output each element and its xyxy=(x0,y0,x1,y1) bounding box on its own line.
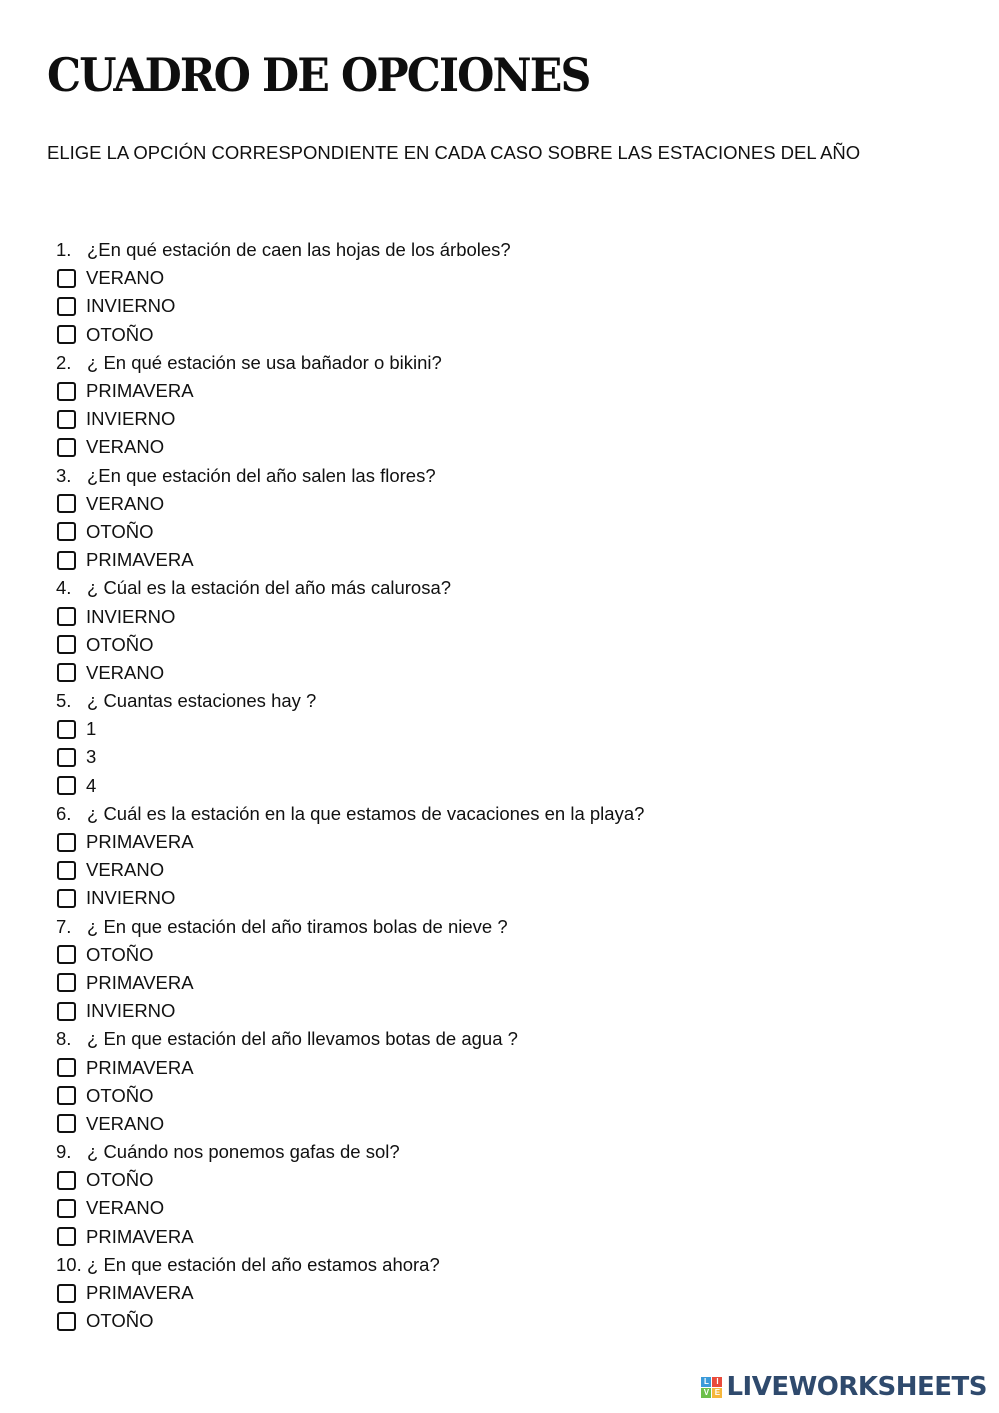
liveworksheets-logo-icon xyxy=(701,1377,722,1398)
option-checkbox[interactable] xyxy=(57,607,76,626)
option-label[interactable]: INVIERNO xyxy=(86,408,176,430)
option-label[interactable]: INVIERNO xyxy=(86,605,176,627)
answer-option[interactable] xyxy=(56,884,956,912)
answer-option[interactable] xyxy=(56,1082,956,1110)
answer-option[interactable] xyxy=(56,292,956,320)
brand-logo xyxy=(701,1372,987,1402)
question-number: 2. xyxy=(56,351,72,373)
option-label[interactable]: OTOÑO xyxy=(86,1169,154,1191)
option-checkbox[interactable] xyxy=(57,494,76,513)
option-label[interactable]: 4 xyxy=(86,774,97,796)
question-text: ¿ En que estación del año tiramos bolas de nieve ? xyxy=(87,915,508,937)
option-label[interactable]: PRIMAVERA xyxy=(86,1056,194,1078)
option-checkbox[interactable] xyxy=(57,945,76,964)
question-text: ¿En qué estación de caen las hojas de los árboles? xyxy=(87,239,511,261)
answer-option[interactable] xyxy=(56,828,956,856)
answer-option[interactable] xyxy=(56,377,956,405)
option-checkbox[interactable] xyxy=(57,748,76,767)
question-text: ¿ En que estación del año llevamos botas de agua ? xyxy=(87,1028,518,1050)
answer-option[interactable] xyxy=(56,490,956,518)
answer-option[interactable] xyxy=(56,1110,956,1138)
option-checkbox[interactable] xyxy=(57,776,76,795)
answer-option[interactable] xyxy=(56,997,956,1025)
option-checkbox[interactable] xyxy=(57,382,76,401)
logo-tile: V xyxy=(701,1388,711,1398)
option-checkbox[interactable] xyxy=(57,1199,76,1218)
answer-option[interactable] xyxy=(56,1166,956,1194)
answer-option[interactable] xyxy=(56,1223,956,1251)
option-label[interactable]: VERANO xyxy=(86,1112,165,1134)
answer-option[interactable] xyxy=(56,1194,956,1222)
answer-option[interactable] xyxy=(56,321,956,349)
option-label[interactable]: VERANO xyxy=(86,436,165,458)
question-text: ¿ Cuantas estaciones hay ? xyxy=(87,690,317,712)
logo-tile: E xyxy=(712,1388,722,1398)
answer-option[interactable] xyxy=(56,969,956,997)
option-checkbox[interactable] xyxy=(57,1227,76,1246)
option-checkbox[interactable] xyxy=(57,1171,76,1190)
option-checkbox[interactable] xyxy=(57,1002,76,1021)
question-1 xyxy=(56,236,956,264)
answer-option[interactable] xyxy=(56,743,956,771)
question-number: 9. xyxy=(56,1141,72,1163)
option-label[interactable]: OTOÑO xyxy=(86,323,154,345)
option-checkbox[interactable] xyxy=(57,269,76,288)
answer-option[interactable] xyxy=(56,1307,956,1335)
option-checkbox[interactable] xyxy=(57,325,76,344)
option-checkbox[interactable] xyxy=(57,1058,76,1077)
answer-option[interactable] xyxy=(56,1279,956,1307)
question-text: ¿ En que estación del año estamos ahora? xyxy=(87,1253,440,1275)
option-checkbox[interactable] xyxy=(57,861,76,880)
option-checkbox[interactable] xyxy=(57,438,76,457)
option-label[interactable]: OTOÑO xyxy=(86,520,154,542)
option-label[interactable]: VERANO xyxy=(86,1197,165,1219)
question-number: 7. xyxy=(56,915,72,937)
question-10 xyxy=(56,1251,956,1279)
option-label[interactable]: INVIERNO xyxy=(86,295,176,317)
option-checkbox[interactable] xyxy=(57,1284,76,1303)
option-label[interactable]: 1 xyxy=(86,718,97,740)
question-number: 8. xyxy=(56,1028,72,1050)
option-label[interactable]: INVIERNO xyxy=(86,887,176,909)
option-label[interactable]: VERANO xyxy=(86,859,165,881)
question-9 xyxy=(56,1138,956,1166)
option-checkbox[interactable] xyxy=(57,522,76,541)
answer-option[interactable] xyxy=(56,264,956,292)
option-label[interactable]: OTOÑO xyxy=(86,1084,154,1106)
question-text: ¿ Cúal es la estación del año más calurosa? xyxy=(87,577,452,599)
question-text: ¿En que estación del año salen las flores? xyxy=(87,464,436,486)
question-text: ¿ Cuál es la estación en la que estamos de vacaciones en la playa? xyxy=(87,802,645,824)
question-number: 1. xyxy=(56,239,72,261)
question-5 xyxy=(56,687,956,715)
question-text: ¿ Cuándo nos ponemos gafas de sol? xyxy=(87,1141,400,1163)
question-4 xyxy=(56,574,956,602)
question-number: 10. xyxy=(56,1253,82,1275)
option-label[interactable]: PRIMAVERA xyxy=(86,971,194,993)
question-number: 6. xyxy=(56,802,72,824)
option-label[interactable]: OTOÑO xyxy=(86,633,154,655)
question-list xyxy=(56,236,956,1335)
option-checkbox[interactable] xyxy=(57,1086,76,1105)
option-label[interactable]: VERANO xyxy=(86,492,165,514)
option-label[interactable]: PRIMAVERA xyxy=(86,1282,194,1304)
logo-tile: L xyxy=(701,1377,711,1387)
question-7 xyxy=(56,913,956,941)
question-number: 3. xyxy=(56,464,72,486)
answer-option[interactable] xyxy=(56,518,956,546)
option-label[interactable]: PRIMAVERA xyxy=(86,549,194,571)
option-checkbox[interactable] xyxy=(57,833,76,852)
question-6 xyxy=(56,800,956,828)
question-8 xyxy=(56,1025,956,1053)
answer-option[interactable] xyxy=(56,602,956,630)
option-label[interactable]: OTOÑO xyxy=(86,1310,154,1332)
option-checkbox[interactable] xyxy=(57,410,76,429)
answer-option[interactable] xyxy=(56,856,956,884)
option-label[interactable]: INVIERNO xyxy=(86,1000,176,1022)
logo-tile: I xyxy=(712,1377,722,1387)
option-checkbox[interactable] xyxy=(57,297,76,316)
answer-option[interactable] xyxy=(56,659,956,687)
option-checkbox[interactable] xyxy=(57,1312,76,1331)
option-checkbox[interactable] xyxy=(57,973,76,992)
question-text: ¿ En qué estación se usa bañador o bikini? xyxy=(87,351,442,373)
answer-option[interactable] xyxy=(56,433,956,461)
answer-option[interactable] xyxy=(56,546,956,574)
option-label[interactable]: OTOÑO xyxy=(86,943,154,965)
option-checkbox[interactable] xyxy=(57,663,76,682)
answer-option[interactable] xyxy=(56,405,956,433)
answer-option[interactable] xyxy=(56,941,956,969)
question-2 xyxy=(56,349,956,377)
question-number: 5. xyxy=(56,690,72,712)
option-label[interactable]: PRIMAVERA xyxy=(86,380,194,402)
answer-option[interactable] xyxy=(56,715,956,743)
option-checkbox[interactable] xyxy=(57,889,76,908)
option-checkbox[interactable] xyxy=(57,1114,76,1133)
option-checkbox[interactable] xyxy=(57,635,76,654)
option-label[interactable]: PRIMAVERA xyxy=(86,1225,194,1247)
brand-name: LIVEWORKSHEETS xyxy=(726,1372,987,1402)
option-label[interactable]: VERANO xyxy=(86,267,165,289)
answer-option[interactable] xyxy=(56,1053,956,1081)
option-label[interactable]: 3 xyxy=(86,746,97,768)
option-label[interactable]: PRIMAVERA xyxy=(86,831,194,853)
option-label[interactable]: VERANO xyxy=(86,661,165,683)
answer-option[interactable] xyxy=(56,772,956,800)
question-number: 4. xyxy=(56,577,72,599)
question-3 xyxy=(56,462,956,490)
answer-option[interactable] xyxy=(56,631,956,659)
option-checkbox[interactable] xyxy=(57,720,76,739)
page-title: CUADRO DE OPCIONES xyxy=(47,48,590,102)
option-checkbox[interactable] xyxy=(57,551,76,570)
instructions: ELIGE LA OPCIÓN CORRESPONDIENTE EN CADA CASO SOBRE LAS ESTACIONES DEL AÑO xyxy=(47,142,861,163)
